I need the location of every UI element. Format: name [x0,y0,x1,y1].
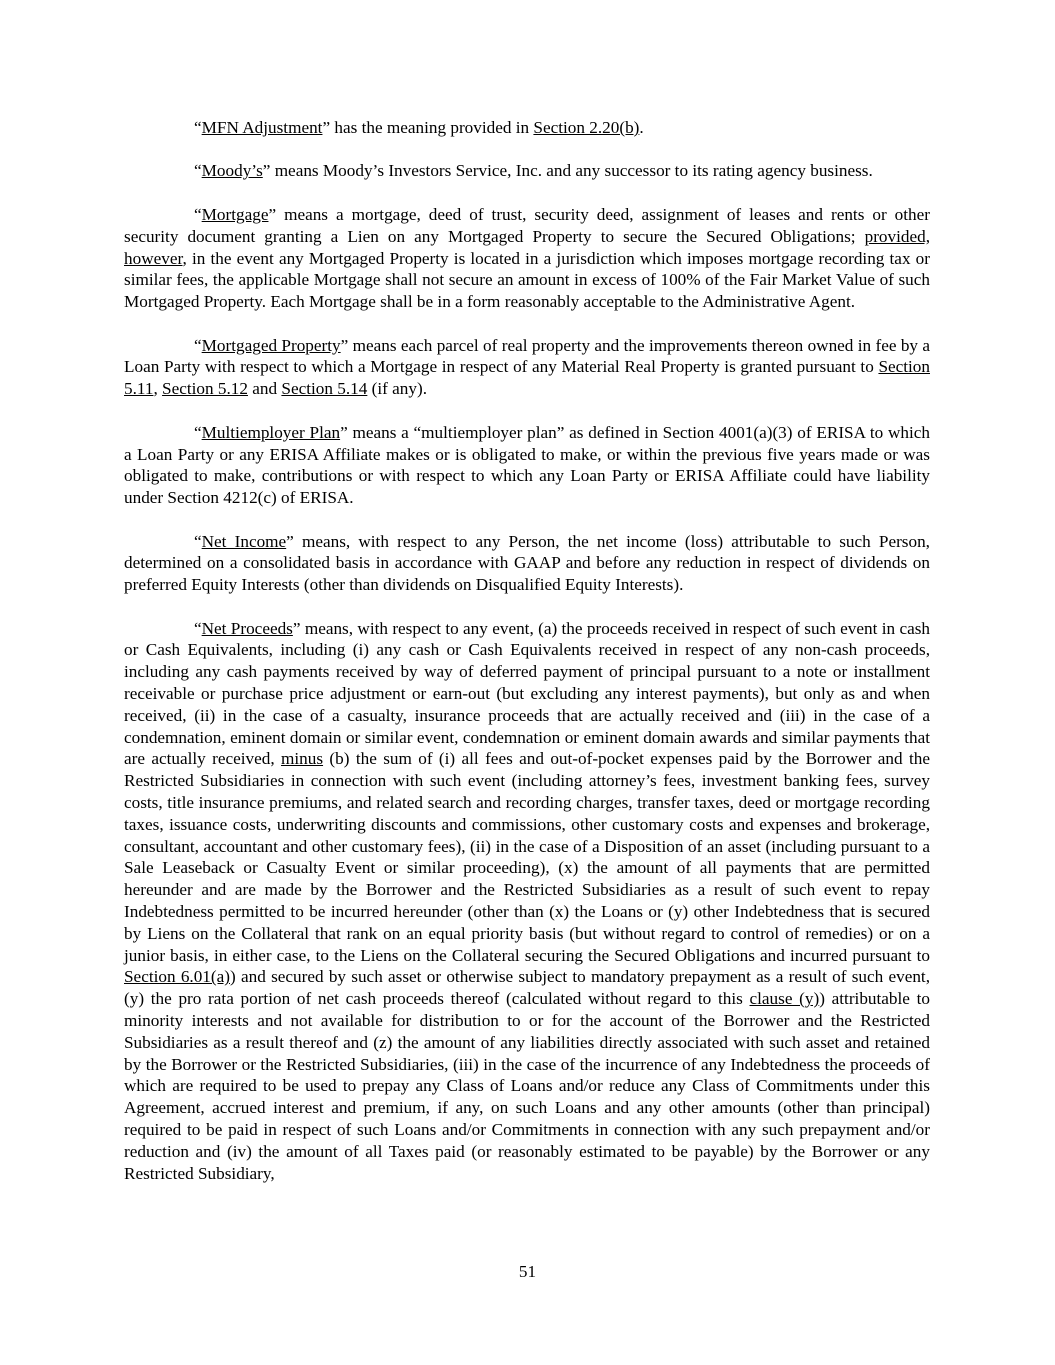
minus-emphasis: minus [281,749,324,769]
defined-term: Net Income [201,531,287,551]
section-reference: Section 6.01(a) [124,967,230,987]
definition-net-income: “Net Income” means, with respect to any Person, the net income (loss) attributable to such Person, determined on a consolidated basis in accordance with GAAP and before any reduction in respect of dividends on preferred Equity Interests (other than dividends on Disqualified Equity Interests). [124,531,930,595]
definition-mfn-adjustment: “MFN Adjustment” has the meaning provided in Section 2.20(b). [194,118,644,137]
document-page [124,117,930,1206]
definition-moodys: “Moody’s” means Moody’s Investors Service, Inc. and any successor to its rating agency business. [194,161,873,181]
definition-mortgaged-property: “Mortgaged Property” means each parcel of real property and the improvements thereon owned in fee by a Loan Party with respect to which a Mortgage in respect of any Material Real Property is granted pursuant to Section 5.11, Section 5.12 and Section 5.14 (if any). [124,335,930,399]
clause-reference: clause (y) [749,989,820,1009]
section-reference: Section 2.20(b) [533,118,640,137]
definition-net-proceeds: “Net Proceeds” means, with respect to any event, (a) the proceeds received in respect of such event in cash or Cash Equivalents, including (i) any cash or Cash Equivalents received in respect of any non-cash proceeds, including any cash payments received by way of deferred payment of principal pursuant to a note or installment receivable or purchase price adjustment or earn-out (but excluding any interest payments), but only as and when received, (ii) in the case of a casualty, insurance proceeds that are actually received and (iii) in the case of a condemnation, eminent domain or similar event, condemnation or eminent domain awards and similar payments that are actually received, minus (b) the sum of (i) all fees and out-of-pocket expenses paid by the Borrower and the Restricted Subsidiaries in connection with such event (including attorney’s fees, investment banking fees, survey costs, title insurance premiums, and related search and recording charges, transfer taxes, deed or mortgage recording taxes, issuance costs, underwriting discounts and commissions, other customary costs and expenses and brokerage, consultant, accountant and other customary fees), (ii) in the case of a Disposition of an asset (including pursuant to a Sale Leaseback or Casualty Event or similar proceeding), (x) the amount of all payments that are permitted hereunder and are made by the Borrower and the Restricted Subsidiaries as a result of such event to repay Indebtedness permitted to be incurred hereunder (other than (x) the Loans or (y) other Indebtedness that is secured by Liens on the Collateral that rank on an equal priority basis (but without regard to control of remedies) or on a junior basis, in either case, to the Liens on the Collateral securing the Secured Obligations and incurred pursuant to Section 6.01(a)) and secured by such asset or otherwise subject to mandatory prepayment as a result of such event, (y) the pro rata portion of net cash proceeds thereof (calculated without regard to this clause (y)) attributable to minority interests and not available for distribution to or for the account of the Borrower and the Restricted Subsidiaries as a result thereof and (z) the amount of any liabilities directly associated with such asset and retained by the Borrower or the Restricted Subsidiaries, (iii) in the case of the incurrence of any Indebtedness the proceeds of which are required to be used to prepay any Class of Loans and/or reduce any Class of Commitments under this Agreement, accrued interest and premium, if any, on such Loans and any other amounts (other than principal) required to be paid in respect of such Loans and/or Commitments in connection with any such prepayment and/or reduction and (iv) the amount of all Taxes paid (or reasonably estimated to be payable) by the Borrower or any Restricted Subsidiary, [124,618,930,1183]
defined-term: Net Proceeds [201,618,293,638]
proviso-reference: provided, however [124,226,930,268]
page-number: 51 [518,1262,537,1281]
section-reference: Section 5.11 [124,357,930,399]
definition-multiemployer-plan: “Multiemployer Plan” means a “multiemployer plan” as defined in Section 4001(a)(3) of ERISA to which a Loan Party or any ERISA Affiliate makes or is obligated to make, or within the previous five years made or was obligated to make, contributions or with respect to which any Loan Party or ERISA Affiliate could have liability under Section 4212(c) of ERISA. [124,422,930,508]
defined-term: Mortgage [201,204,269,224]
defined-term: Mortgaged Property [201,335,341,355]
definition-mortgage: “Mortgage” means a mortgage, deed of trust, security deed, assignment of leases and rents or other security document granting a Lien on any Mortgaged Property to secure the Secured Obligations; provided, however, in the event any Mortgaged Property is located in a jurisdiction which imposes mortgage recording tax or similar fees, the applicable Mortgage shall not secure an amount in excess of 100% of the Fair Market Value of such Mortgaged Property. Each Mortgage shall be in a form reasonably acceptable to the Administrative Agent. [124,204,930,312]
section-reference: Section 5.14 [281,379,368,399]
defined-term: MFN Adjustment [201,118,323,137]
defined-term: Multiemployer Plan [201,422,341,442]
defined-term: Moody’s [201,161,263,181]
section-reference: Section 5.12 [162,379,248,399]
